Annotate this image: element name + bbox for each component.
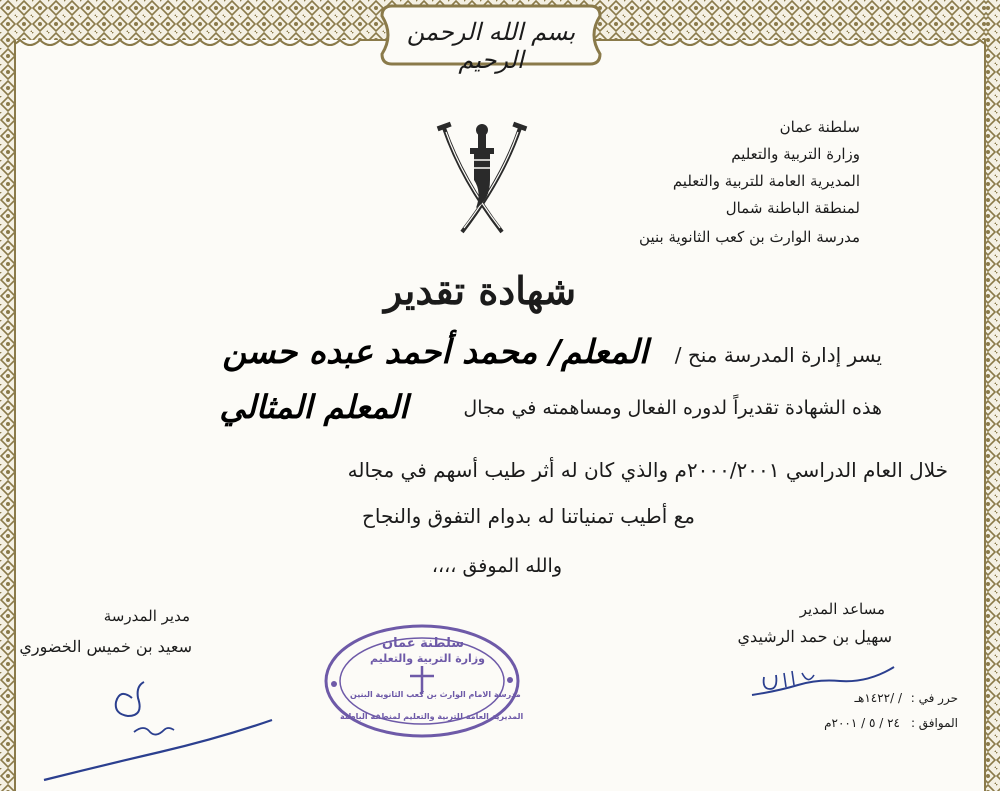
body-line4: مع أطيب تمنياتنا له بدوام التفوق والنجاح [361, 504, 695, 528]
header-region: لمنطقة الباطنة شمال [725, 199, 860, 217]
body-closing: والله الموفق ،،،، [431, 555, 562, 577]
basmala-text: بسم الله الرحمن الرحيم [406, 18, 576, 74]
recipient-name-handwritten: المعلم/ محمد أحمد عبده حسن [222, 332, 648, 371]
body-line3: خلال العام الدراسي ٢٠٠٠/٢٠٠١م والذي كان له أثر طيب أسهم في مجاله [347, 458, 948, 482]
principal-signature [40, 668, 280, 788]
hijri-date-label: حرر في : [910, 691, 958, 705]
body-line1-printed: يسر إدارة المدرسة منح / [674, 343, 882, 367]
stamp-line3: مدرسة الامام الوارث بن كعب الثانوية البنين [350, 690, 521, 699]
gregorian-date-label: الموافق : [910, 716, 958, 730]
ornamental-right-border [980, 0, 1000, 791]
assistant-name: سهيل بن حمد الرشيدي [737, 627, 892, 646]
header-ministry: وزارة التربية والتعليم [731, 145, 860, 163]
assistant-title: مساعد المدير [799, 600, 885, 618]
stamp-line4: المديرية العامة للتربية والتعليم لمنطقة الباطنة [340, 712, 524, 721]
hijri-date-value: / /١٤٢٢هـ [854, 691, 902, 705]
header-sultanate: سلطنة عمان [779, 118, 860, 136]
header-school: مدرسة الوارث بن كعب الثانوية بنين [639, 228, 860, 246]
gregorian-date-value: ٢٤ / ٥ / ٢٠٠١م [824, 716, 900, 730]
header-directorate: المديرية العامة للتربية والتعليم [672, 172, 860, 190]
principal-name: سعيد بن خميس الخضوري [19, 637, 192, 656]
stamp-line2: وزارة التربية والتعليم [370, 652, 485, 665]
ornamental-left-border [0, 0, 20, 791]
certificate-title: شهادة تقدير [383, 268, 577, 313]
stamp-line1: سلطنة عمان [382, 636, 465, 651]
principal-title: مدير المدرسة [103, 607, 190, 625]
oman-emblem-icon [432, 120, 532, 242]
body-line2-printed: هذه الشهادة تقديراً لدوره الفعال ومساهمته في مجال [463, 397, 882, 419]
field-handwritten: المعلم المثالي [219, 388, 408, 426]
